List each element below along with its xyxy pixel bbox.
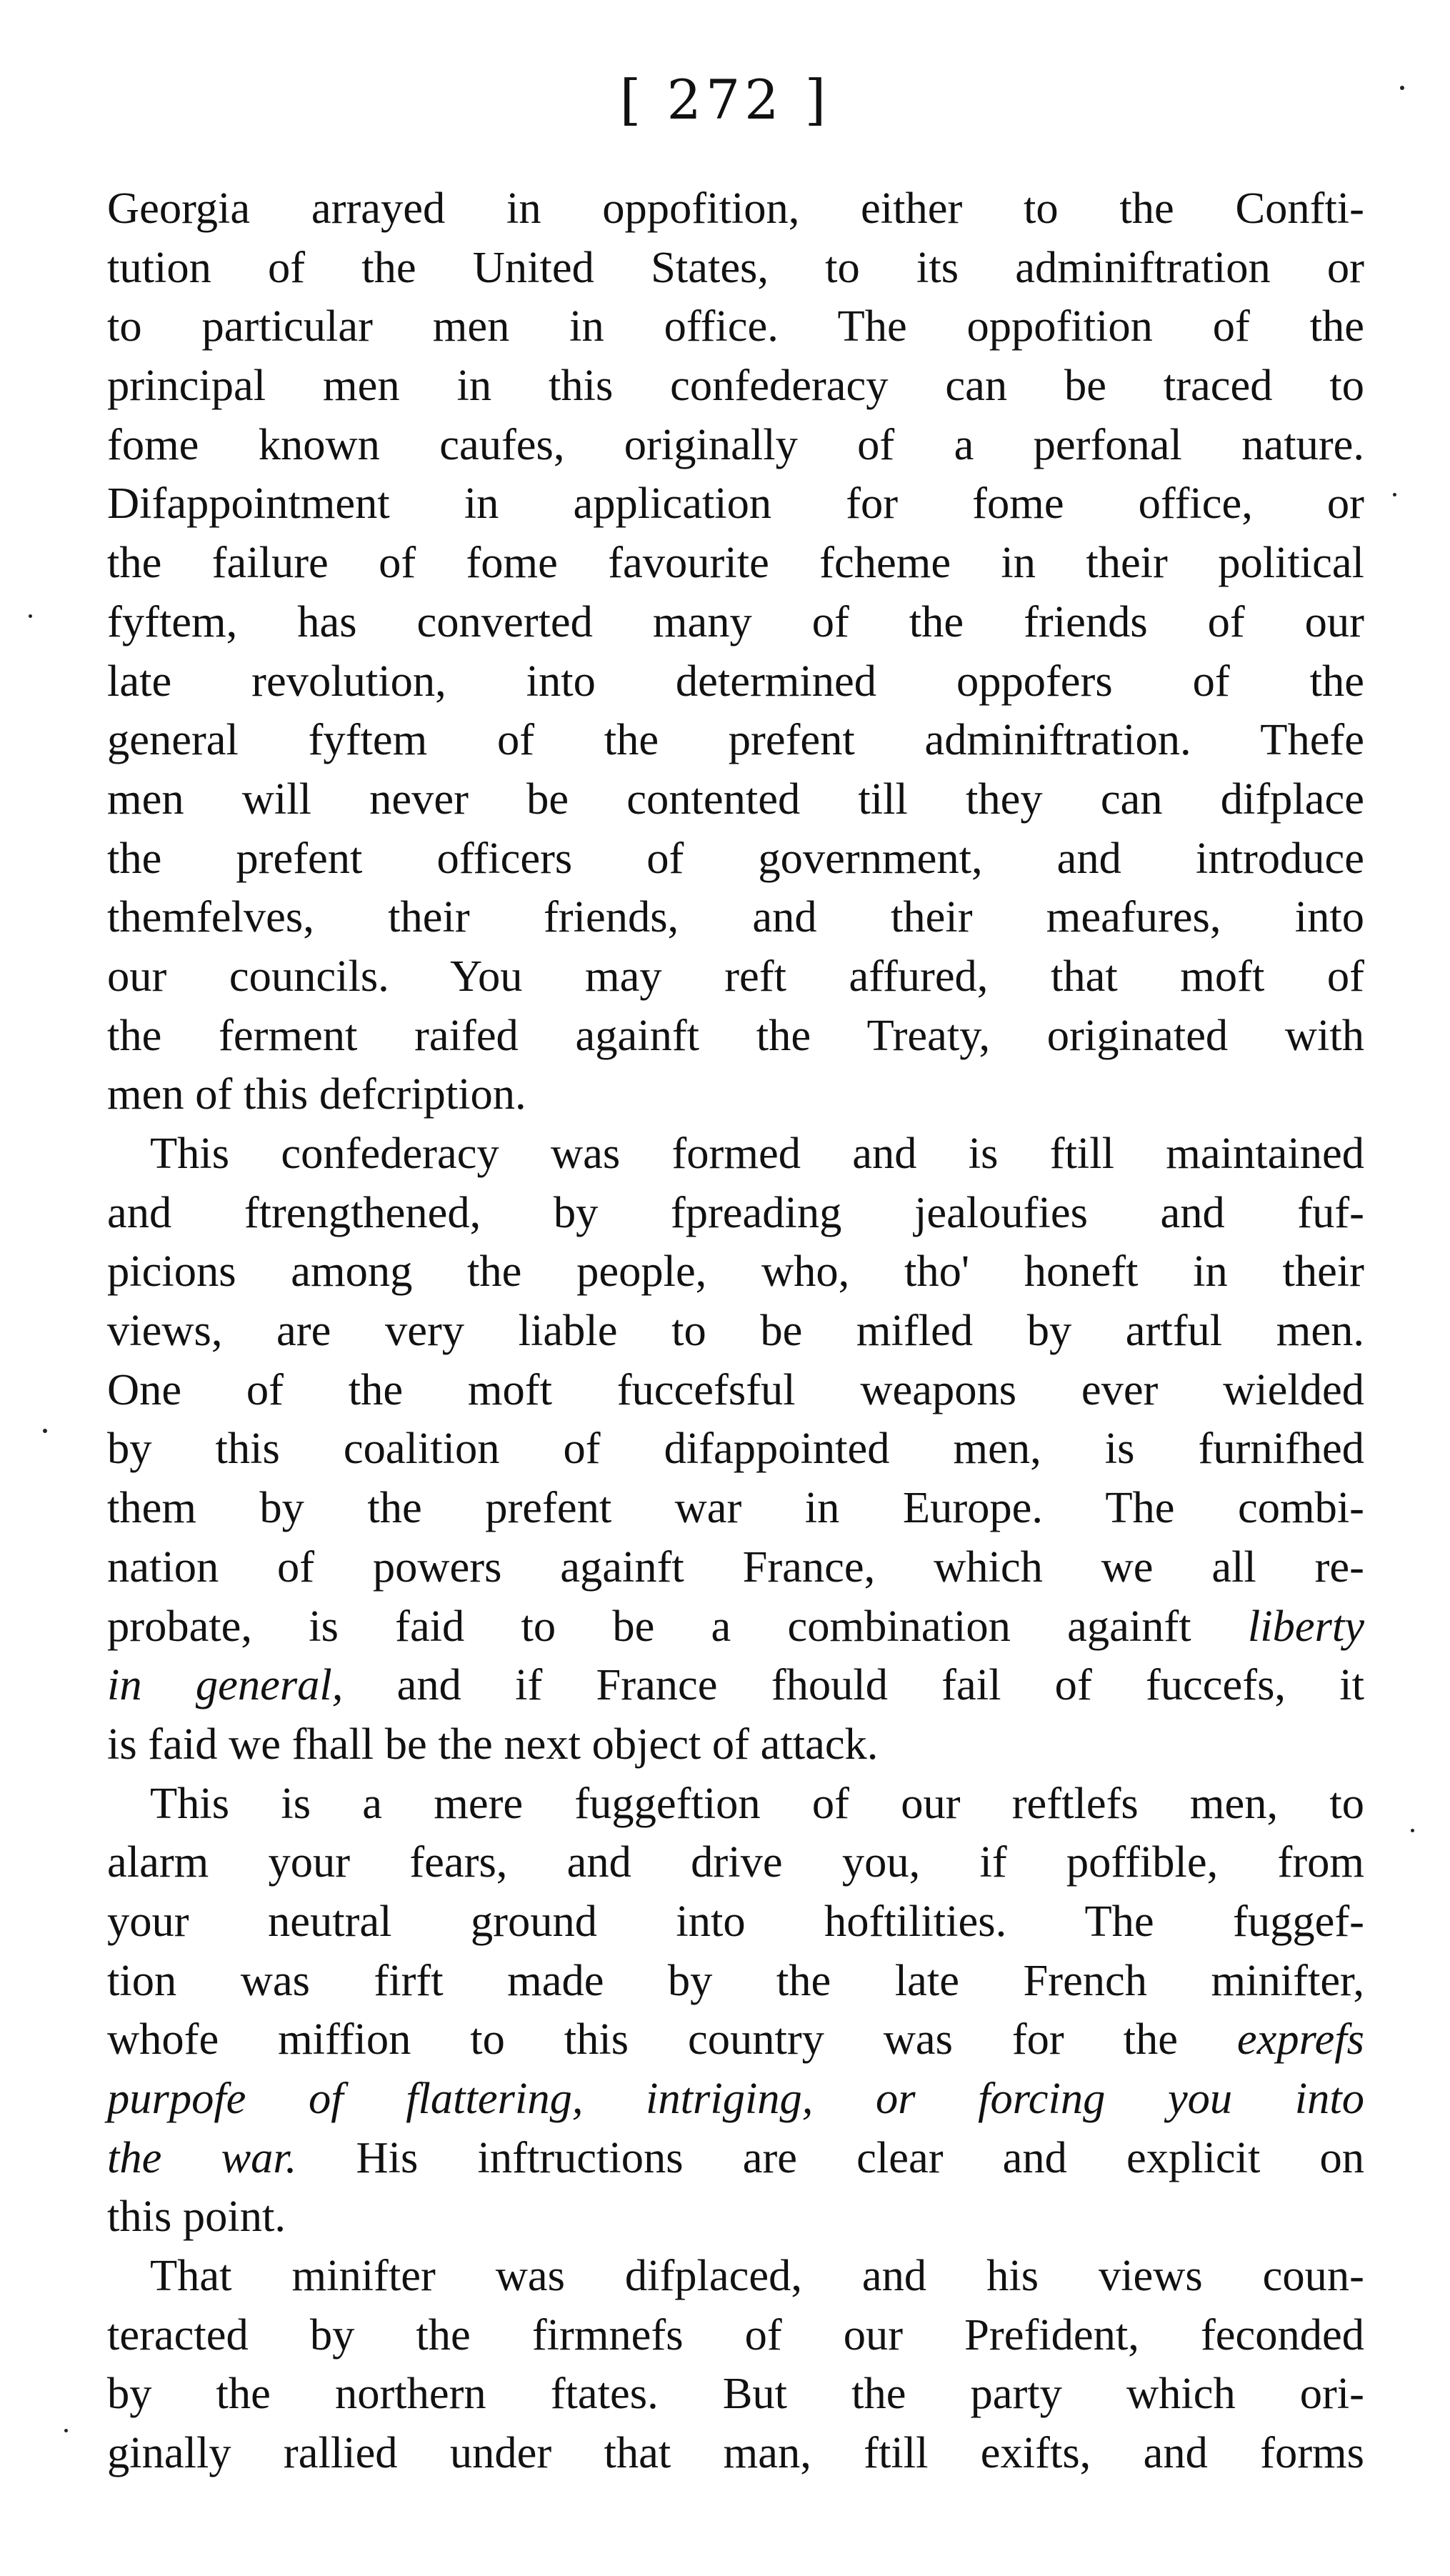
paragraph-4 <box>107 2246 1364 2482</box>
text-line <box>107 1597 1364 1656</box>
text-segment: probate, is faid to be a combination againft <box>107 1600 1191 1651</box>
text-line: This confederacy was formed and is ftill maintained <box>150 1128 1364 1178</box>
text-line: Difappointment in application for fome office, or <box>107 478 1364 529</box>
scan-speck <box>1411 1829 1414 1832</box>
italic-segment: in general, <box>107 1659 344 1710</box>
italic-segment: the war. <box>107 2132 297 2182</box>
italic-segment: liberty <box>1247 1600 1365 1651</box>
text-line: your neutral ground into hoftilities. The fuggef- <box>107 1895 1364 1946</box>
text-line: the failure of fome favourite fcheme in their political <box>107 537 1364 588</box>
scan-speck <box>1400 86 1404 90</box>
text-line: men will never be contented till they can difplace <box>107 773 1364 824</box>
paragraph-1 <box>107 179 1364 1124</box>
text-line: the ferment raifed againft the Treaty, originated with <box>107 1009 1364 1060</box>
text-line: purpofe of flattering, intriging, or forcing you into <box>107 2073 1364 2123</box>
text-segment: His inftructions are clear and explicit on <box>296 2132 1365 2182</box>
text-line: ginally rallied under that man, ftill exifts, and forms <box>107 2427 1364 2478</box>
italic-segment: exprefs <box>1236 2014 1365 2065</box>
scan-speck <box>43 1429 47 1433</box>
paragraph-3 <box>107 1774 1364 2247</box>
text-line: late revolution, into determined oppofers of the <box>107 655 1364 706</box>
text-line: fyftem, has converted many of the friends of our <box>107 596 1364 647</box>
text-line: themfelves, their friends, and their meafures, into <box>107 892 1364 942</box>
text-line: them by the prefent war in Europe. The combi- <box>107 1482 1364 1533</box>
text-line: Georgia arrayed in oppofition, either to the Confti- <box>107 183 1364 233</box>
text-line <box>107 2128 1364 2187</box>
text-line: tution of the United States, to its adminiftration or <box>107 241 1364 292</box>
text-line: That minifter was difplaced, and his views coun- <box>150 2250 1364 2301</box>
text-line: our councils. You may reft affured, that moft of <box>107 950 1364 1001</box>
text-line: and ftrengthened, by fpreading jealoufies and fuf- <box>107 1187 1364 1237</box>
page-number-header: [ 272 ] <box>619 68 831 131</box>
text-line: One of the moft fuccefsful weapons ever wielded <box>107 1364 1364 1414</box>
text-line: nation of powers againft France, which we all re- <box>107 1541 1364 1592</box>
text-line: this point. <box>107 2191 286 2242</box>
text-line: tion was firft made by the late French minifter, <box>107 1955 1364 2005</box>
text-segment: and if France fhould fail of fuccefs, it <box>343 1659 1364 1710</box>
text-line <box>107 2010 1364 2069</box>
text-line: views, are very liable to be mifled by artful men. <box>107 1305 1364 1356</box>
text-line <box>107 1655 1364 1714</box>
text-line: by the northern ftates. But the party which ori- <box>107 2368 1364 2419</box>
text-line: the prefent officers of government, and introduce <box>107 832 1364 883</box>
text-line: men of this defcription. <box>107 1069 526 1119</box>
scan-speck <box>64 2429 68 2432</box>
text-line: principal men in this confederacy can be traced to <box>107 360 1364 411</box>
text-line: picions among the people, who, tho' honeft in their <box>107 1246 1364 1297</box>
text-line: by this coalition of difappointed men, is furnifhed <box>107 1423 1364 1474</box>
paragraph-2 <box>107 1124 1364 1774</box>
text-line: fome known caufes, originally of a perfonal nature. <box>107 419 1364 469</box>
text-line: is faid we fhall be the next object of attack. <box>107 1718 879 1769</box>
text-segment: whofe miffion to this country was for the <box>107 2014 1178 2065</box>
text-line: alarm your fears, and drive you, if poffible, from <box>107 1837 1364 1887</box>
body-text <box>107 179 1364 2482</box>
text-line: This is a mere fuggeftion of our reftlefs men, to <box>150 1777 1364 1828</box>
text-line: teracted by the firmnefs of our Prefident, feconded <box>107 2309 1364 2360</box>
text-line: to particular men in office. The oppofition of the <box>107 301 1364 351</box>
scan-speck <box>1393 493 1396 496</box>
scan-speck <box>29 614 32 618</box>
text-line: general fyftem of the prefent adminiftration. Thefe <box>107 714 1364 765</box>
